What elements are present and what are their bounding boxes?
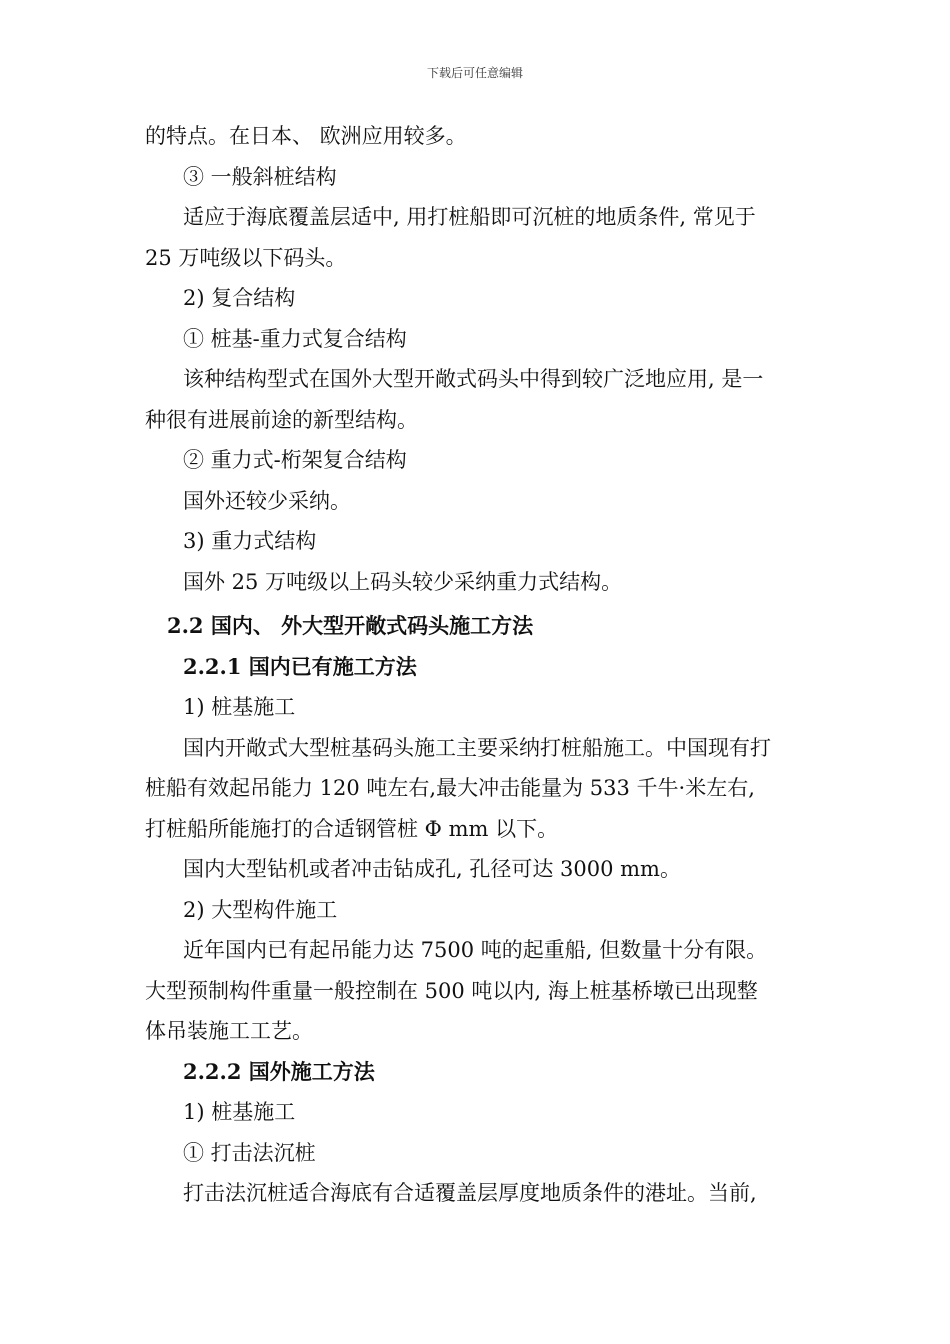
list-item: ① 打击法沉桩 (183, 1140, 316, 1165)
paragraph-line: 适应于海底覆盖层适中, 用打桩船即可沉桩的地质条件, 常见于 (183, 205, 756, 229)
list-item: 1) 桩基施工 (183, 1100, 296, 1124)
paragraph-line: 国内大型钻机或者冲击钻成孔, 孔径可达 3000 mm。 (183, 857, 681, 881)
document-body (145, 116, 835, 1214)
list-item: ② 重力式-桁架复合结构 (183, 448, 407, 472)
list-item: 3) 重力式结构 (183, 529, 317, 553)
list-item: 2) 大型构件施工 (183, 897, 338, 922)
paragraph-line: 国内开敞式大型桩基码头施工主要采纳打桩船施工。中国现有打 (183, 735, 771, 760)
paragraph-line: 国外 25 万吨级以上码头较少采纳重力式结构。 (183, 569, 623, 594)
paragraph-line: 近年国内已有起吊能力达 7500 吨的起重船, 但数量十分有限。 (183, 938, 768, 962)
list-item: ③ 一般斜桩结构 (183, 164, 337, 189)
page-header: 下载后可任意编辑 (426, 66, 523, 80)
list-item: 1) 桩基施工 (183, 695, 296, 719)
paragraph-line: 的特点。在日本、 欧洲应用较多。 (145, 124, 467, 148)
paragraph-line: 打桩船所能施打的合适钢管桩 Φ mm 以下。 (145, 816, 559, 841)
paragraph-line: 25 万吨级以下码头。 (145, 245, 347, 270)
list-item: 2) 复合结构 (183, 286, 296, 310)
list-item: ① 桩基-重力式复合结构 (183, 326, 407, 351)
subsection-heading: 2.2.1 国内已有施工方法 (183, 653, 417, 679)
paragraph-line: 该种结构型式在国外大型开敞式码头中得到较广泛地应用, 是一 (183, 367, 764, 391)
paragraph-line: 种很有进展前途的新型结构。 (145, 407, 418, 432)
paragraph-line: 体吊装施工工艺。 (145, 1019, 313, 1043)
subsection-heading: 2.2.2 国外施工方法 (183, 1058, 375, 1084)
section-heading: 2.2 国内、 外大型开敞式码头施工方法 (167, 613, 534, 638)
paragraph-line: 打击法沉桩适合海底有合适覆盖层厚度地质条件的港址。当前, (183, 1181, 757, 1205)
paragraph-line: 大型预制构件重量一般控制在 500 吨以内, 海上桩基桥墩已出现整 (145, 978, 758, 1003)
paragraph-line: 桩船有效起吊能力 120 吨左右,最大冲击能量为 533 千牛·米左右, (145, 776, 755, 800)
paragraph-line: 国外还较少采纳。 (183, 488, 351, 513)
